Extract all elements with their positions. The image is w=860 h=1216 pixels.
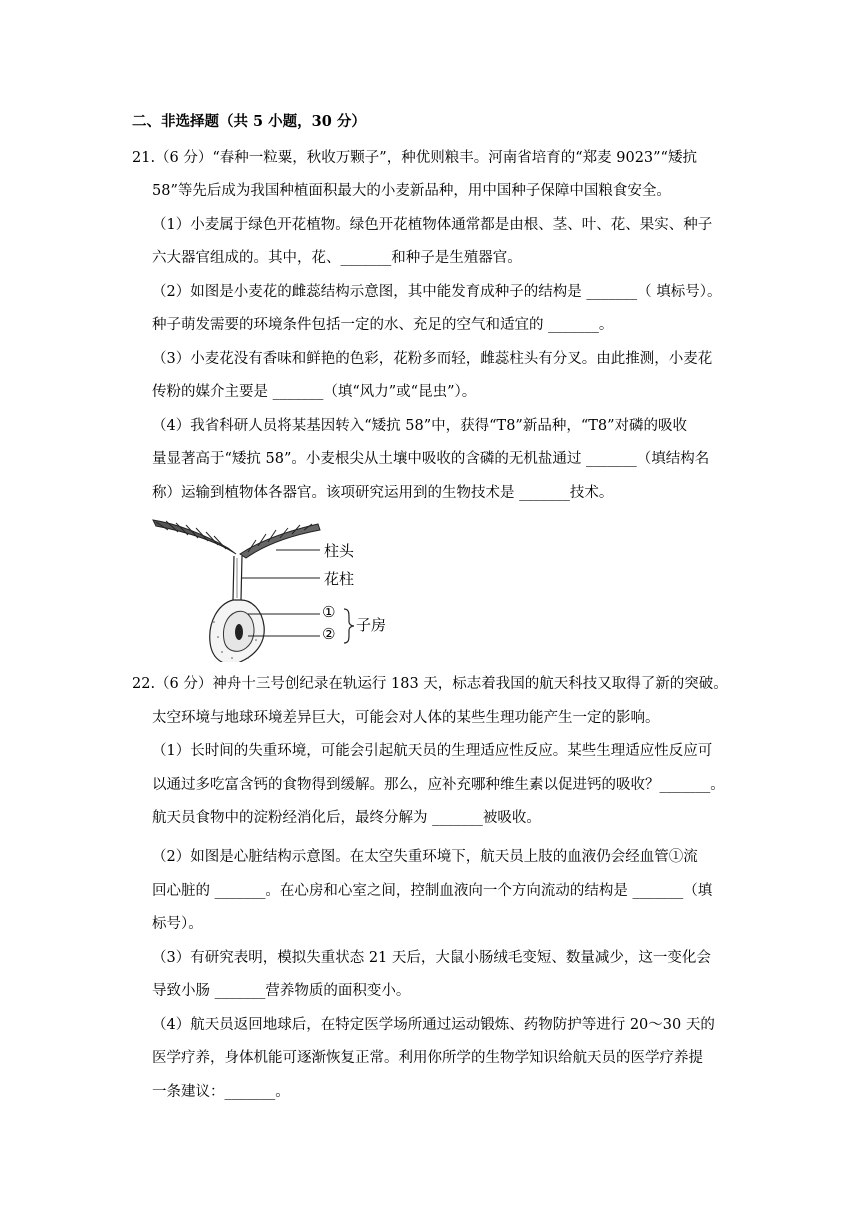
q21-line-1: 21.（6 分）“春种一粒粟，秋收万颗子”，种优则粮丰。河南省培育的“郑麦 9023”“矮抗: [132, 150, 697, 166]
q22-line-2: 太空环境与地球环境差异巨大，可能会对人体的某些生理功能产生一定的影响。: [152, 710, 660, 726]
q21-line-2: 58”等先后成为我国种植面积最大的小麦新品种，用中国种子保障中国粮食安全。: [152, 183, 671, 199]
pistil-drawing: [148, 512, 398, 662]
label-ovary: 子房: [356, 616, 387, 634]
q22-line-8: 标号）。: [152, 916, 203, 932]
section-title: 二、非选择题（共 5 小题，30 分）: [132, 113, 366, 130]
q22-line-13: 一条建议：_______。: [152, 1084, 290, 1100]
q21-line-8: 传粉的媒介主要是 _______（填“风力”或“昆虫”）。: [152, 384, 477, 400]
q21-line-10: 量显著高于“矮抗 58”。小麦根尖从土壤中吸收的含磷的无机盐通过 _______（填结构名: [152, 451, 710, 467]
q22-line-3: （1）长时间的失重环境，可能会引起航天员的生理适应性反应。某些生理适应性反应可: [152, 743, 713, 759]
q22-line-7: 回心脏的 _______。在心房和心室之间，控制血液向一个方向流动的结构是 _______（填: [152, 883, 713, 899]
q21-line-5: （2）如图是小麦花的雌蕊结构示意图，其中能发育成种子的结构是 _______（ 填标号）。: [152, 284, 722, 300]
q21-line-4: 六大器官组成的。其中，花、_______和种子是生殖器官。: [152, 250, 522, 266]
pistil-diagram: [148, 512, 398, 662]
q22-line-9: （3）有研究表明，模拟失重状态 21 天后，大鼠小肠绒毛变短、数量减少，这一变化会: [152, 950, 711, 966]
q22-line-5: 航天员食物中的淀粉经消化后，最终分解为 _______被吸收。: [152, 810, 541, 826]
q21-line-6: 种子萌发需要的环境条件包括一定的水、充足的空气和适宜的 _______。: [152, 317, 614, 333]
q22-line-4: 以通过多吃富含钙的食物得到缓解。那么，应补充哪种维生素以促进钙的吸收？_______。: [152, 777, 725, 793]
q22-line-1: 22.（6 分）神舟十三号创纪录在轨运行 183 天，标志着我国的航天科技又取得了新的突破。: [132, 676, 728, 692]
q22-line-11: （4）航天员返回地球后，在特定医学场所通过运动锻炼、药物防护等进行 20～30 天的: [152, 1017, 715, 1033]
q21-line-11: 称）运输到植物体各器官。该项研究运用到的生物技术是 _______技术。: [152, 485, 614, 501]
q21-line-7: （3）小麦花没有香味和鲜艳的色彩，花粉多而轻，雌蕊柱头有分叉。由此推测，小麦花: [152, 351, 713, 367]
q22-line-10: 导致小肠 _______营养物质的面积变小。: [152, 983, 411, 999]
label-2: ②: [322, 625, 336, 643]
q22-line-6: （2）如图是心脏结构示意图。在太空失重环境下，航天员上肢的血液仍会经血管①流: [152, 849, 698, 865]
label-stigma: 柱头: [324, 542, 355, 560]
q21-line-3: （1）小麦属于绿色开花植物。绿色开花植物体通常都是由根、茎、叶、花、果实、种子: [152, 217, 713, 233]
q22-line-12: 医学疗养，身体机能可逐渐恢复正常。利用你所学的生物学知识给航天员的医学疗养提: [152, 1050, 703, 1066]
label-1: ①: [322, 603, 336, 621]
q21-line-9: （4）我省科研人员将某基因转入“矮抗 58”中，获得“T8”新品种，“T8”对磷的吸收: [152, 418, 688, 434]
label-style: 花柱: [324, 570, 355, 588]
